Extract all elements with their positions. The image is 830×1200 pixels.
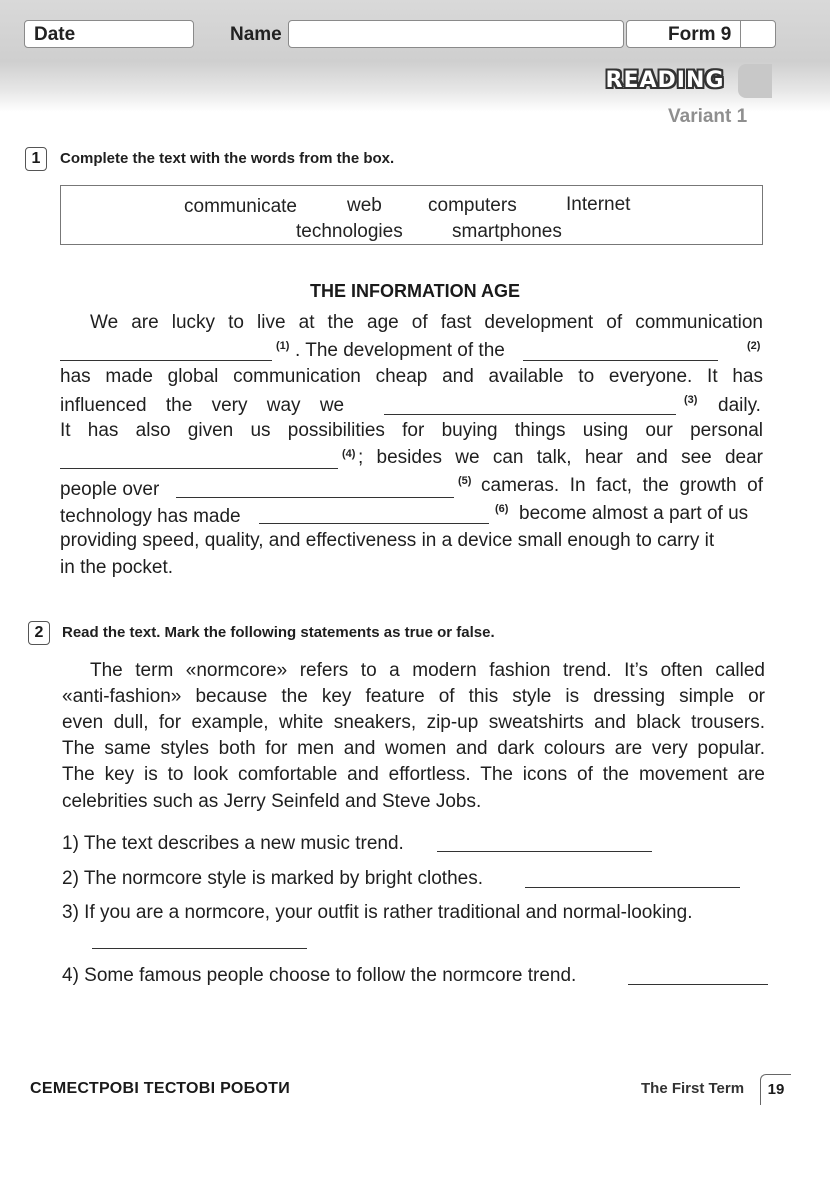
text-line: ; besides we can talk, hear and see dear <box>358 447 763 468</box>
gap-3-number: (3) <box>684 394 698 406</box>
text-title: THE INFORMATION AGE <box>310 281 520 301</box>
answer-2[interactable] <box>525 887 740 888</box>
footer-term: The First Term <box>641 1080 745 1097</box>
task-2-instruction: Read the text. Mark the following statements as true or false. <box>62 624 495 641</box>
text-line: has made global communication cheap and available to everyone. It has <box>60 366 763 387</box>
text-line: in the pocket. <box>60 557 174 578</box>
text-line: daily. <box>718 395 761 416</box>
date-label: Date <box>34 24 76 45</box>
text-line: influenced the very way we <box>60 395 345 416</box>
answer-1[interactable] <box>437 851 652 852</box>
name-label: Name <box>230 24 282 45</box>
paragraph-line: «anti-fashion» because the key feature of this style is dressing simple or <box>62 686 765 707</box>
task-2-number: 2 <box>28 621 50 645</box>
box-word: web <box>347 195 382 216</box>
box-word: technologies <box>296 221 403 242</box>
text-line: technology has made <box>60 506 241 527</box>
page-number: 19 <box>760 1074 791 1105</box>
form-divider <box>740 20 741 48</box>
box-word: Internet <box>566 194 631 215</box>
gap-2-number: (2) <box>747 340 761 352</box>
gap-4[interactable] <box>60 468 338 469</box>
text-line: We are lucky to live at the age of fast development of communication <box>90 312 763 333</box>
paragraph-line: The key is to look comfortable and effortless. The icons of the movement are <box>62 764 765 785</box>
gap-3[interactable] <box>384 414 676 415</box>
text-line: . The development of the <box>295 340 505 361</box>
box-word: communicate <box>184 196 297 217</box>
statement-4: 4) Some famous people choose to follow the normcore trend. <box>62 965 577 986</box>
variant-label: Variant 1 <box>668 106 748 127</box>
paragraph-line: even dull, for example, white sneakers, zip-up sweatshirts and black trousers. <box>62 712 765 733</box>
text-line: people over <box>60 479 160 500</box>
statement-2: 2) The normcore style is marked by bright clothes. <box>62 868 483 889</box>
text-line: become almost a part of us <box>519 503 749 524</box>
statement-3: 3) If you are a normcore, your outfit is rather traditional and normal-looking. <box>62 902 693 923</box>
gap-4-number: (4) <box>342 448 356 460</box>
gap-5-number: (5) <box>458 475 472 487</box>
paragraph-line: celebrities such as Jerry Seinfeld and Steve Jobs. <box>62 791 482 812</box>
form-label: Form 9 <box>668 24 732 45</box>
name-field[interactable] <box>288 20 624 48</box>
section-tab <box>738 64 772 98</box>
paragraph-line: The term «normcore» refers to a modern fashion trend. It’s often called <box>90 660 765 681</box>
answer-3[interactable] <box>92 948 307 949</box>
gap-1-number: (1) <box>276 340 290 352</box>
paragraph-line: The same styles both for men and women and dark colours are very popular. <box>62 738 765 759</box>
box-word: computers <box>428 195 517 216</box>
box-word: smartphones <box>452 221 562 242</box>
text-line: providing speed, quality, and effectiveness in a device small enough to carry it <box>60 530 715 551</box>
footer-series-title: СЕМЕСТРОВІ ТЕСТОВІ РОБОТИ <box>30 1080 290 1097</box>
section-badge: READING <box>605 68 725 93</box>
text-line: cameras. In fact, the growth of <box>481 475 763 496</box>
text-line: It has also given us possibilities for buying things using our personal <box>60 420 763 441</box>
task-1-instruction: Complete the text with the words from the box. <box>60 150 395 167</box>
gap-6-number: (6) <box>495 503 509 515</box>
word-box <box>60 185 763 245</box>
gap-5[interactable] <box>176 497 454 498</box>
gap-2[interactable] <box>523 360 718 361</box>
answer-4[interactable] <box>628 984 768 985</box>
task-1-number: 1 <box>25 147 47 171</box>
statement-1: 1) The text describes a new music trend. <box>62 833 404 854</box>
gap-6[interactable] <box>259 523 489 524</box>
gap-1[interactable] <box>60 360 272 361</box>
